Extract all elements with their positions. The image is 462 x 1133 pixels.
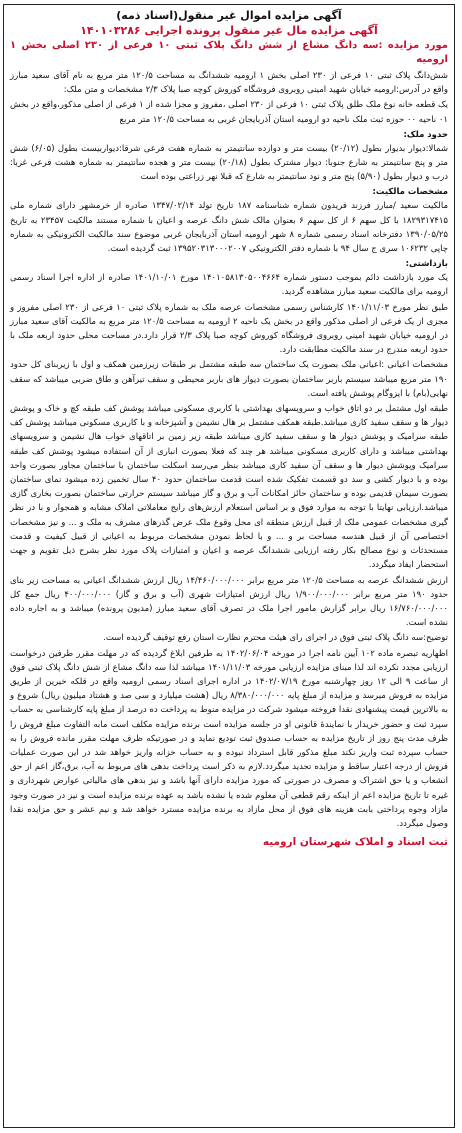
boundaries-heading: حدود ملک: xyxy=(403,129,448,140)
issuer-signature: ثبت اسناد و املاک شهرستان ارومیه xyxy=(262,836,448,849)
seizure-heading: بازداشتی: xyxy=(405,259,448,270)
expert-report-paragraph: طبق نظر مورخ ۱۴۰۱/۱۱/۰۳ کارشناس رسمی مشخصات عرصه ملک به شماره پلاک ثبتی ۱۰ فرعی از ۲۳۰ اصلی مفروز و مجزی از یک فرعی از اصلی مذکور واقع در بخش یک ناحیه ۲ ارومیه به مساحت ۱۲۰/۵ متر مربع به مالکیت آقای سعید مبارز در ارومیه خیابان شهید امینی روبروی فروشگاه کوروش کوچه صبا پلاک ۲/۳ قرار دارد.در مساحت محلی حدود اربعه ملک با حدود اربعه مندرج در سند مالکیت مطابقت دارد. xyxy=(10,302,448,356)
intro-paragraph: شش‌دانگ پلاک ثبتی ۱۰ فرعی از ۲۳۰ اصلی بخش ۱ ارومیه ششدانگ به مساحت ۱۲۰/۵ متر مربع به نام آقای سعید مبارز واقع در آدرس:ارومیه خیابان شهید امینی روبروی فروشگاه کوروش کوچه صبا پلاک ۲/۳ مشخصات و متن ملک: xyxy=(10,71,448,96)
notice-title: آگهی مزایده اموال غیر منقول(اسناد ذمه) xyxy=(116,9,342,22)
notice-subject: مورد مزایده :سه دانگ مشاع از شش دانگ پلاک ثبتی ۱۰ فرعی از ۲۳۰ اصلی بخش ۱ ارومیه xyxy=(10,40,448,65)
floors-paragraph: طبقه اول مشتمل بر دو اتاق خواب و سرویسهای بهداشتی با کاربری مسکونی میباشد پوشش کف طبقه کچ و خاک و پوشش دیوار ها و سقف سفید کاری میباشد.طبقه همکف مشتمل بر هال نشیمن و آشپزخانه و با کاربری مسکونی میباشد پوشش کف طبقه سرامیک و پوشش دیوار ها و سقف سفید کاری میباشد طبقه زیر زمین بر اتاقهای خواب هال نشیمن و سرویسهای بهداشتی میباشد و دارای کاربری مسکونی میباشد هر چند که فعلا بصورت انباری از آن استفاده میشود پوشش کف طبقه سرامیک وپوشش دیوار ها و سقف آن سفید کاری میباشد بنظر می‌رسد اسکلت ساختمان با ساختمان مجاور بصورت واحد بوده و با دیوار کشی و سد دو قسمت تفکیک شده است قدمت ساختمان حدود ۴۰ سال تخمین زده میشود نمای ساختمان بصورت سیمان قدیمی بوده و ساختمان حائز امکانات آب و برق و گاز میباشد سیستم حرارتی ساختمان بصورت بخاری گازی میباشد.ارزیابی نهایتا با توجه به موارد فوق و بر اساس استعلام ارزش‌های رایج معاملاتی املاک مشابه و همجوار و با در نظر گیری مشخصات عمومی ملک از قبیل ارزش منطقه ای محل وقوع ملک عرض گذرهای مشرف به ملک و ... و نیز مشخصات اختصاصی آن از قبیل هندسه مساحت بر و ... و با لحاظ نمودن مشخصات مربوط به اعیانی از قبیل کیفیت و قدمت مستحدثات و نوع مصالح بکار رفته ارزیابی ششدانگ عرصه و اعیان و امتیازات پلاک مورد نظر بشرح ذیل تقویم و جهت استحضار ایفاد میگردد. xyxy=(10,404,449,571)
building-paragraph: مشخصات اعیانی :اعیانی ملک بصورت یک ساختمان سه طبقه مشتمل بر طبقات زیرزمین همکف و اول با زیربنای کل حدود ۱۹۰ متر مربع میباشد سیستم باربر ساختمان بصورت دیوار های باربر محیطی و سقف تیرآهن و طاق ضربی میباشد که سقف نهایی(بام) با ایزوگام پوشش یافته است. xyxy=(10,360,448,399)
ownership-heading: مشخصات مالکیت: xyxy=(372,187,448,198)
boundaries-paragraph: شمالا:دیوار بدیوار بطول (۲۰/۱۲) بیست متر و دوازده سانتیمتر به شماره هفت فرعی شرقا:دیواربیست بطول (۶/۰۵) شش متر و پنج سانتیمتر به شارع جنوبا: دیوار مشترک بطول (۲۰/۱۸) بیست متر و هجده سانتیمتر به شماره هشت فرعی غربا: درب و دیوار بطول (۵/۹۰) پنج متر و نود سانتیمتر به شارع که قبلا نهر زراعتی بوده است xyxy=(10,143,448,183)
note-paragraph: توضیح:سه دانگ پلاک ثبتی فوق در اجرای رای هیئت محترم نظارت استان رفع توقیف گردیده است. xyxy=(103,633,448,644)
ownership-paragraph: مالکیت سعید /مبارز فرزند فریدون شماره شناسنامه ۱۸۷ تاریخ تولد ۱۳۴۷/۰۲/۱۴ صادره از خرمشهر دارای شماره ملی ۱۸۲۹۳۱۷۴۱۵ با کل سهم ۶ از کل سهم ۶ بعنوان مالک شش دانگ عرصه و اعیان با شماره مستند مالکیت ۲۳۴۵۷ به تاریخ ۱۳۹۰/۰۵/۲۵ دفترخانه اسناد رسمی شماره ۸ شهر ارومیه استان آذربایجان غربی موضوع سند مالکیت الکترونیکی به شماره چاپی ۱۰۶۲۳۲ سری ج سال ۹۴ با شماره دفتر الکترونیکی ۱۳۹۵۲۰۳۱۳۰۰۰۲۰۰۷ ثبت گردیده است. xyxy=(10,201,449,255)
procedure-paragraph: اظهاریه تبصره ماده ۱۰۲ آیین نامه اجرا در مورخه ۱۴۰۲/۰۶/۰۴ به طرفین ابلاغ گردیده که در مهلت مقرر طرفین درخواست ارزیابی مجدد نکرده اند لذا مبنای مزایده ارزیابی مورخه ۱۴۰۱/۱۱/۰۳ میباشد لذا سه دانگ مشاع از شش دانگ پلاک ثبتی فوق از ساعت ۹ الی ۱۲ روز چهارشنبه مورخ ۱۴۰۲/۰۷/۱۹ در اداره اجرای اسناد رسمی ارومیه واقع در قلکه خیرین از طریق مزایده به فروش میرسد و مزایده از مبلغ پایه ۸/۳۸۰/۰۰۰/۰۰۰ ریال (هشت میلیارد و سی صد و هشتاد میلیون ریال) شروع و به بالاترین قیمت پیشنهادی نقدا فروخته میشود شرکت در مزایده منوط به پرداخت ده درصد از مبلغ پایه کارشناسی به حساب سپرد ثبت و حضور خریدار با نمایندۀ قانونی او در جلسه مزایده است برنده مزایده مکلف است مابه التفاوت مبلغ فروش را ظرف مدت پنج روز از تاریخ مزایده به حساب صندوق ثبت تودیع نماید و در صورتیکه ظرف مهلت مقرر مانده فروش را به حساب سپرده ثبت واریز نکند مبلغ مذکور قابل استرداد نبوده و به حساب خزانه واریز خواهد شد در این صورت عملیات فروش از درجه اعتبار ساقط و مزایده تجدید میگردد.لازم به ذکر است پرداخت بدهی های مربوط به آب، برق،گاز اعم از حق انشعاب و یا حق اشتراک و مصرف در صورتی که مورد مزایده دارای آنها باشد و نیز بدهی های مالیاتی عوارض شهرداری و غیره تا تاریخ مزایده اعم از اینکه رقم قطعی آن معلوم شده یا نشده باشد به عهده برنده مزایده است و نیز در صورت وجود مازاد وجوه پرداختی بابت هزینه های فوق از محل مازاد به برنده مزایده مسترد خواهد شد و نیم عشر و حق مزایده نقدا وصول میگردد. xyxy=(10,648,448,829)
notice-case-title: آگهی مزایده مال غیر منقول پرونده اجرایی ۱۴۰۱۰۳۲۸۶ xyxy=(80,24,378,37)
seizure-paragraph: یک مورد بازداشت دائم بموجب دستور شماره ۱۴۰۱۰۵۸۱۳۰۵۰۰۴۶۶۴ مورخ ۱۴۰۱/۱۰/۰۱ صادره از اداره اجرا اسناد رسمی ارومیه برای مالکیت سعید مبارز مشاهده گردید. xyxy=(10,273,448,298)
description-paragraph: یک قطعه خانه نوع ملک طلق پلاک ثبتی ۱۰ فرعی از ۲۳۰ اصلی ،مفروز و مجزا شده از ۱ فرعی از اصلی مذکور،واقع در بخش ۰۱ ناحیه ۰۰ حوزه ثبت ملک ناحیه دو ارومیه استان آذربایجان غربی به مساحت ۱۲۰/۵ متر مربع xyxy=(10,100,448,125)
valuation-paragraph: ارزش ششدانگ عرصه به مساحت ۱۲۰/۵ متر مربع برابر ۱۴/۴۶۰/۰۰۰/۰۰۰ ریال ارزش ششدانگ اعیانی به مساحت زیر بنای حدود ۱۹۰ متر مربع برابر ۱/۹۰۰/۰۰۰/۰۰۰ ریال ارزش امتیازات شهری (آب و برق و گاز) ۴۰۰/۰۰۰/۰۰۰ ریال جمع کل ۱۶/۷۶۰/۰۰۰/۰۰۰ ریال برابر گزارش مامور اجرا ملک در تصرف آقای سعید مبارز (مدیون پرونده) میباشد و به اجاره داده نشده است. xyxy=(10,575,448,629)
notice-document xyxy=(3,4,455,1128)
